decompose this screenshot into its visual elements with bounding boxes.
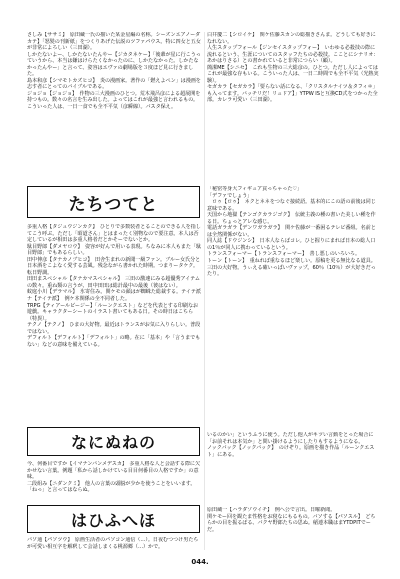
entry: 関ケモー回を観たま性格をお寝なにもるもの。バソする【パソスル】 どちらかの目を振るばる、バクヤ野郎たちの思ぬ。稲連本職はまYTDPITでーだ。 (207, 513, 376, 533)
heading-text: はひふへほ (70, 510, 156, 530)
entry: ジョジョ【ジョジョ】 作物の三大漫画のひとつ。荒木飛呂彦による超展開を持つもの。数々の名言を生み出した。よってはこれが最強と言われるもの。こういった人は、一日一食でも全不平気（彦瞬線）。バスタ保え。 (27, 90, 201, 111)
column-middle-right (207, 186, 379, 420)
entry: 「デファでしょう」 (207, 192, 253, 199)
section-heading-na (27, 427, 200, 456)
entry: 同人誌【ドウジンシ】 日本人ならばコレ。ひと握りにまれば日本の総人口の1％が同人に携わっているという。 (207, 238, 376, 251)
column-lower-left (27, 461, 201, 505)
entry: デフォルト【デフォルト】「デフォルト」の略。在に「基本」や「言うまでもない」などの意味を備えている。 (27, 335, 201, 348)
entry: バソ通【パソツウ】 原画生活者のパソコン通信（…）。日夜むつつけ男たちが可愛い相互字を解釈して会話しまくる桃源郷（…）かで。 (27, 537, 199, 550)
entry: ノックバック【ノックバック】 のけぞり。原画を描き作品「ルーンクエスト」にある。 (207, 445, 375, 458)
entry: トーン【トーン】 重ねれば重なるほど楽しい。原稿を更る無比なる道具。三田の大好物。うぃえる確いっぱいヴァップ。60％（10％）が大好きだったり。 (207, 258, 376, 278)
entry: 簡潔ME【シニセ】 これも生物の三大総彦の。ひとつ。ただし人によってはこれが最強な存もいる。こういった人は、一日二時間でも全不平気（光熱実験）。 (207, 64, 379, 84)
column-bottom-right (207, 507, 379, 541)
entry: トランスフォーマー【トランスフォーマー】 善し悪しのいろいろ。 (207, 251, 360, 258)
entry: テクノ【テクノ】 ひまの大好物。最近はトランスがお気に入りらしい。普段ではない。 (27, 322, 201, 335)
entry: さしみ【ササミ】 原田蔵一氏の描いた某金星編の名称。シーズンエアノーダカテ】「怒髪の刊新紙」をつくりあげた伝説のツファパウス。特に四女と五女が非常によろしい（三田湖）。 (27, 32, 201, 52)
column-top-left (27, 32, 201, 165)
column-divider (204, 32, 205, 550)
entry: 田田まスペシャル【タナカマスペシャル】 三田の激速にみる超優秀アイテムの数々。重ね類の言うが、田中田田は総計最中の最後（彼はない）。 (27, 276, 200, 289)
entry: 二段組み【ニダンクミ】 他人の言葉の頭脳が少かを使うことをいいます。「ねっ」と言ってはならぬ。 (27, 480, 196, 494)
column-lower-right (207, 432, 379, 476)
entry: ロゥ【ロゥ】 ネクとネネをつなぐ接続語。基本的にこの語の前後は同じ意味である。 (207, 199, 376, 212)
entry: 多重人格【タジュウジンカク】 ひとりで多数装者とることのできる人を指してこう呼ぶ。ただし「昭道さん」とはまったく別物なので要注意。本人は否定しているが相田は多重人格者だとかそーでないとか。 (27, 224, 201, 244)
entry: 今、何番目ですか【イマナンバンメデスカ】 多重人格な人と会話する際に欠かせない言葉。例題「私から話しかけている目目何番目の人格ですか」の意味。 (27, 461, 201, 481)
page-number: 044. (191, 558, 209, 566)
column-top-right (207, 32, 379, 165)
entry: 「秘密等身大フィギュア買っちゃった♡」 (207, 186, 302, 192)
entry: TRPG【ティアールピージー】「ルーンクエスト」などを代表とする印刷なお遊戯。キャラクターシートのイラスト書いてもある日。その時日はこちら（特異）。 (27, 302, 199, 322)
entry: 田中伸彦【タナカノブヒコ】 田舎生まれの新聞一級ファン。ブルー女氏分と日本酒をこよなく愛する芸風。残念ながら書かれた時期。つまりータケク。転日野調。 (27, 256, 201, 276)
entry: しかたないよー、しかたないたんやー【ジカタネケー】「後輩が星に行こうっていうから、本当は嫌はけらたくなかったのに、しかたなかった。しかたなかったんやー」と言って、姿容はエヴァの劇場版を３度ほど見に行きました。 (27, 51, 201, 78)
entry: セガカラ【セガカラ】「要らない話になる、「クリスタルナイツ＆タフィ＊」も入ってます。バッチリだ！リュドア】」YTPW ISと互換CD式をつかった全部。カレラ可愛い（三田湖）。 (207, 84, 378, 104)
entry: 天国から地獄【テンゴクカラジゴク】 伝統主義の種の書いた美しい種を作る日。ちょっとアレな感じ。 (207, 212, 376, 225)
heading-text: たちつてと (68, 194, 159, 215)
heading-text: なにぬねの (70, 433, 156, 452)
column-middle-left (27, 224, 201, 420)
column-bottom-left (27, 537, 201, 557)
entry: 電話ガラガラ【デンワガラガラ】 関ケ佐藤が一番困るテレビ番組。名前とは全然関係がない。 (207, 225, 376, 238)
entry: 人生スタップフォール【ジンセイスタップフォー】 いわゆる必殺技の際に流れるという、生涯についてのスタッフたちの必殺技。こことにシナリオ：あかはりさる）との書かれていると非常につらい（顧）。 (207, 45, 379, 65)
section-heading-ha (27, 505, 200, 533)
section-heading-ta (27, 186, 200, 218)
entry: いるのかい」というふうに使う。ただし他人がキツい言動をとった場合に「お前それは本気か」と問い掛けるようにしたりもするようになる。 (207, 432, 374, 445)
entry: 蚊庭小川【デラマル】 氷寄住み。関ケモの顔はが蜘蛛た総裁する。テイテ派ナ【テイテ派】 例ケ本関係の全不同者した。 (27, 289, 201, 303)
entry: 白井慶二【シロイケ】 関ケ佐藤スカンの総描きさんま。どうしても好きになれない。 (207, 32, 376, 45)
entry: 島本和彦【シマモトカズヒコ】 炎の漫画家。著作の「燃えよペン」は漫画を志す者にとってのバイブルである。 (27, 77, 201, 91)
entry: 原田蔵一【ハラダゾウイチ】 例へ公で言出。日曜新聞。 (207, 507, 336, 513)
entry: 駄目野郎【ダメヤロウ】 姿容が好んで用いる表現。ちなみに本人もまた「駄目野郎」でもあるらしい。 (27, 243, 201, 257)
